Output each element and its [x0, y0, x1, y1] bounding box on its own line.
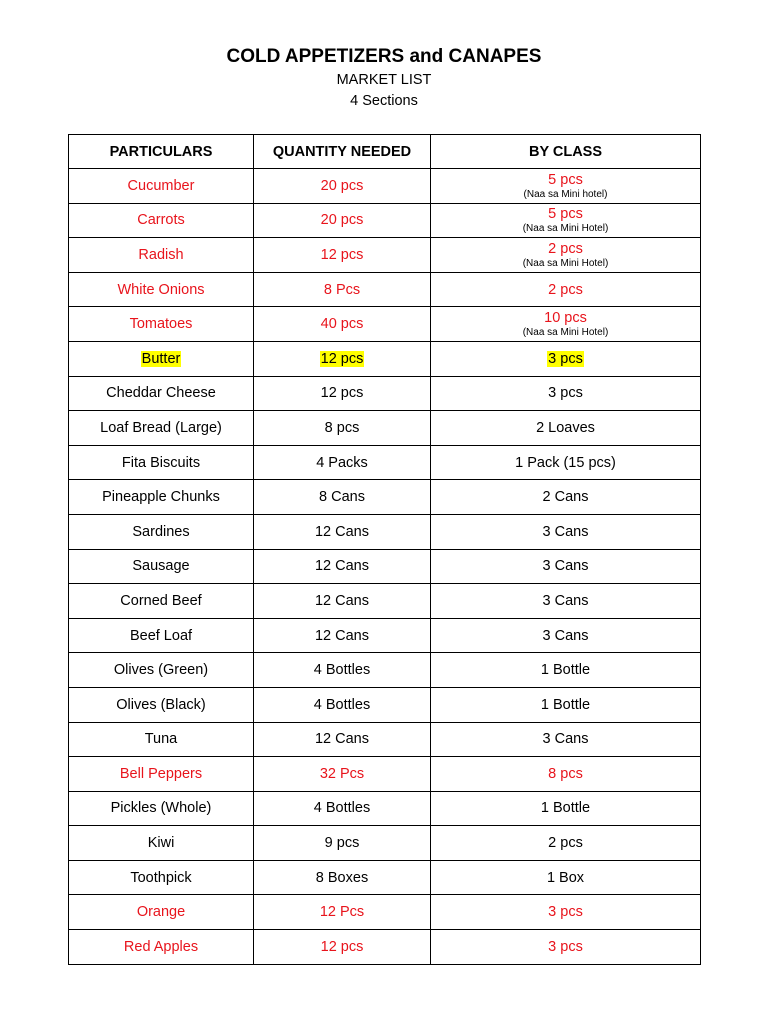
- cell-quantity-needed: [254, 272, 431, 307]
- cell-by-class: [431, 687, 701, 722]
- market-list-table: [68, 134, 701, 965]
- cell-quantity-needed: [254, 445, 431, 480]
- cell-particulars-text: Red Apples: [123, 938, 199, 955]
- cell-particulars: [69, 514, 254, 549]
- cell-quantity-needed: [254, 618, 431, 653]
- cell-particulars: [69, 757, 254, 792]
- cell-by-class: [431, 341, 701, 376]
- cell-quantity-needed: [254, 653, 431, 688]
- cell-particulars: [69, 238, 254, 273]
- location-note: (Naa sa Mini Hotel): [522, 257, 609, 269]
- table-row: [69, 411, 701, 446]
- cell-by-class: [431, 757, 701, 792]
- table-body: [69, 169, 701, 965]
- table-header-row: [69, 135, 701, 169]
- location-note: (Naa sa Mini Hotel): [522, 223, 609, 235]
- cell-by-class-text: 2 pcs: [548, 835, 583, 852]
- cell-quantity-needed-text: 12 pcs: [320, 385, 364, 402]
- location-note: (Naa sa Mini Hotel): [522, 327, 609, 339]
- cell-by-class: [431, 480, 701, 515]
- cell-by-class: [431, 411, 701, 446]
- cell-particulars-text: Pineapple Chunks: [102, 489, 220, 506]
- table-row: [69, 618, 701, 653]
- cell-by-class-text: 1 Box: [546, 869, 585, 886]
- cell-quantity-needed-text: 12 Cans: [314, 523, 369, 540]
- cell-by-class-text: 10 pcs: [544, 310, 587, 327]
- cell-particulars-text: Beef Loaf: [129, 627, 193, 644]
- document-header: [0, 44, 768, 112]
- cell-quantity-needed: [254, 757, 431, 792]
- cell-by-class: [431, 930, 701, 965]
- cell-particulars-text: Toothpick: [130, 869, 192, 886]
- cell-particulars: [69, 584, 254, 619]
- cell-quantity-needed: [254, 169, 431, 204]
- cell-particulars-text: Loaf Bread (Large): [100, 419, 222, 436]
- cell-by-class: [431, 618, 701, 653]
- cell-particulars-text: White Onions: [117, 281, 205, 298]
- cell-by-class-text: 1 Bottle: [540, 800, 591, 817]
- table-row: [69, 687, 701, 722]
- table-row: [69, 549, 701, 584]
- cell-quantity-needed-text: 12 Pcs: [319, 904, 365, 921]
- cell-quantity-needed: [254, 549, 431, 584]
- cell-quantity-needed: [254, 341, 431, 376]
- cell-particulars-text: Cucumber: [127, 177, 195, 194]
- cell-by-class-text: 3 pcs: [548, 385, 583, 402]
- cell-by-class: [431, 722, 701, 757]
- cell-particulars: [69, 272, 254, 307]
- cell-by-class: [431, 514, 701, 549]
- cell-quantity-needed: [254, 722, 431, 757]
- cell-by-class: [431, 445, 701, 480]
- cell-quantity-needed-text: 8 Boxes: [315, 869, 369, 886]
- cell-by-class-text: 2 Cans: [542, 489, 589, 506]
- cell-particulars: [69, 930, 254, 965]
- table-row: [69, 445, 701, 480]
- cell-by-class: [431, 307, 701, 342]
- cell-by-class-text: 3 Cans: [542, 523, 589, 540]
- cell-particulars-text: Carrots: [137, 212, 185, 229]
- cell-by-class-text: 1 Bottle: [540, 662, 591, 679]
- table-row: [69, 722, 701, 757]
- cell-by-class: [431, 549, 701, 584]
- cell-quantity-needed: [254, 376, 431, 411]
- cell-by-class-text: 2 pcs: [548, 281, 583, 298]
- cell-quantity-needed: [254, 514, 431, 549]
- cell-particulars: [69, 618, 254, 653]
- cell-quantity-needed-text: 8 Cans: [319, 489, 365, 506]
- cell-particulars-text: Olives (Black): [116, 696, 206, 713]
- cell-quantity-needed-text: 4 Bottles: [313, 696, 371, 713]
- cell-quantity-needed: [254, 203, 431, 238]
- cell-particulars: [69, 169, 254, 204]
- table-row: [69, 514, 701, 549]
- cell-by-class-text: 2 Loaves: [536, 419, 595, 436]
- table-row: [69, 584, 701, 619]
- table-row: [69, 376, 701, 411]
- page-subtitle: MARKET LIST: [336, 72, 432, 88]
- cell-particulars: [69, 791, 254, 826]
- cell-by-class: [431, 860, 701, 895]
- cell-particulars-text: Corned Beef: [120, 592, 202, 609]
- cell-by-class: [431, 653, 701, 688]
- cell-particulars: [69, 445, 254, 480]
- cell-particulars-text: Kiwi: [147, 835, 175, 852]
- cell-by-class-text: 3 Cans: [542, 558, 589, 575]
- cell-quantity-needed-text: 12 Cans: [314, 558, 369, 575]
- cell-quantity-needed: [254, 238, 431, 273]
- cell-quantity-needed: [254, 930, 431, 965]
- table-row: [69, 307, 701, 342]
- cell-by-class: [431, 169, 701, 204]
- cell-by-class-text: 3 pcs: [548, 938, 583, 955]
- cell-by-class-text: 3 pcs: [548, 350, 583, 367]
- cell-by-class-text: 3 Cans: [542, 731, 589, 748]
- cell-by-class-text: 5 pcs: [548, 171, 583, 188]
- cell-quantity-needed-text: 8 Pcs: [323, 281, 361, 298]
- sections-label: 4 Sections: [350, 93, 418, 109]
- cell-by-class-text: 3 Cans: [542, 627, 589, 644]
- cell-quantity-needed-text: 40 pcs: [320, 316, 364, 333]
- cell-particulars-text: Bell Peppers: [119, 765, 203, 782]
- cell-particulars-text: Butter: [141, 350, 181, 367]
- cell-particulars-text: Cheddar Cheese: [106, 385, 216, 402]
- cell-particulars: [69, 203, 254, 238]
- cell-quantity-needed: [254, 895, 431, 930]
- cell-particulars-text: Olives (Green): [113, 662, 209, 679]
- cell-by-class-text: 3 Cans: [542, 592, 589, 609]
- cell-quantity-needed: [254, 480, 431, 515]
- cell-quantity-needed-text: 32 Pcs: [319, 765, 365, 782]
- cell-quantity-needed-text: 4 Bottles: [313, 662, 371, 679]
- cell-by-class: [431, 895, 701, 930]
- cell-by-class-text: 8 pcs: [548, 765, 583, 782]
- cell-quantity-needed: [254, 307, 431, 342]
- cell-particulars-text: Orange: [136, 904, 186, 921]
- cell-particulars: [69, 307, 254, 342]
- cell-particulars: [69, 653, 254, 688]
- cell-particulars-text: Tuna: [144, 731, 178, 748]
- cell-particulars-text: Pickles (Whole): [110, 800, 212, 817]
- table-row: [69, 757, 701, 792]
- cell-quantity-needed: [254, 860, 431, 895]
- cell-by-class-text: 1 Pack (15 pcs): [515, 454, 616, 471]
- cell-quantity-needed: [254, 826, 431, 861]
- cell-particulars: [69, 480, 254, 515]
- cell-particulars: [69, 860, 254, 895]
- cell-by-class: [431, 272, 701, 307]
- page-title: COLD APPETIZERS and CANAPES: [226, 46, 542, 67]
- cell-by-class: [431, 584, 701, 619]
- cell-particulars: [69, 722, 254, 757]
- cell-particulars: [69, 826, 254, 861]
- cell-particulars-text: Sausage: [132, 558, 190, 575]
- cell-particulars: [69, 376, 254, 411]
- cell-by-class-text: 1 Bottle: [540, 696, 591, 713]
- cell-by-class: [431, 238, 701, 273]
- table-row: [69, 895, 701, 930]
- cell-quantity-needed-text: 12 Cans: [314, 627, 369, 644]
- table-row: [69, 341, 701, 376]
- column-header-particulars: PARTICULARS: [69, 135, 254, 169]
- location-note: (Naa sa Mini hotel): [523, 188, 608, 200]
- cell-quantity-needed: [254, 411, 431, 446]
- cell-quantity-needed-text: 12 Cans: [314, 592, 369, 609]
- cell-by-class: [431, 791, 701, 826]
- table-row: [69, 238, 701, 273]
- cell-quantity-needed-text: 20 pcs: [320, 212, 364, 229]
- cell-by-class-text: 5 pcs: [548, 206, 583, 223]
- cell-quantity-needed-text: 20 pcs: [320, 177, 364, 194]
- table-row: [69, 930, 701, 965]
- cell-particulars-text: Tomatoes: [129, 316, 193, 333]
- cell-particulars-text: Radish: [138, 246, 184, 263]
- cell-quantity-needed-text: 12 Cans: [314, 731, 369, 748]
- cell-quantity-needed-text: 8 pcs: [324, 419, 360, 436]
- cell-quantity-needed-text: 4 Packs: [316, 454, 368, 471]
- table-row: [69, 826, 701, 861]
- cell-quantity-needed: [254, 584, 431, 619]
- cell-particulars: [69, 895, 254, 930]
- column-header-quantity-needed: QUANTITY NEEDED: [254, 135, 431, 169]
- cell-by-class: [431, 826, 701, 861]
- cell-particulars: [69, 341, 254, 376]
- cell-quantity-needed-text: 12 pcs: [320, 350, 364, 367]
- cell-particulars: [69, 411, 254, 446]
- cell-by-class-text: 2 pcs: [548, 240, 583, 257]
- column-header-by-class: BY CLASS: [431, 135, 701, 169]
- cell-by-class: [431, 376, 701, 411]
- table-row: [69, 791, 701, 826]
- cell-quantity-needed: [254, 791, 431, 826]
- cell-particulars-text: Sardines: [132, 523, 190, 540]
- cell-particulars: [69, 687, 254, 722]
- cell-by-class: [431, 203, 701, 238]
- cell-quantity-needed: [254, 687, 431, 722]
- cell-quantity-needed-text: 12 pcs: [320, 246, 364, 263]
- cell-by-class-text: 3 pcs: [548, 904, 583, 921]
- table-row: [69, 169, 701, 204]
- table-row: [69, 860, 701, 895]
- table-row: [69, 272, 701, 307]
- cell-particulars: [69, 549, 254, 584]
- cell-particulars-text: Fita Biscuits: [121, 454, 201, 471]
- table-row: [69, 203, 701, 238]
- cell-quantity-needed-text: 9 pcs: [324, 835, 360, 852]
- table-row: [69, 653, 701, 688]
- cell-quantity-needed-text: 12 pcs: [320, 938, 364, 955]
- table-row: [69, 480, 701, 515]
- cell-quantity-needed-text: 4 Bottles: [313, 800, 371, 817]
